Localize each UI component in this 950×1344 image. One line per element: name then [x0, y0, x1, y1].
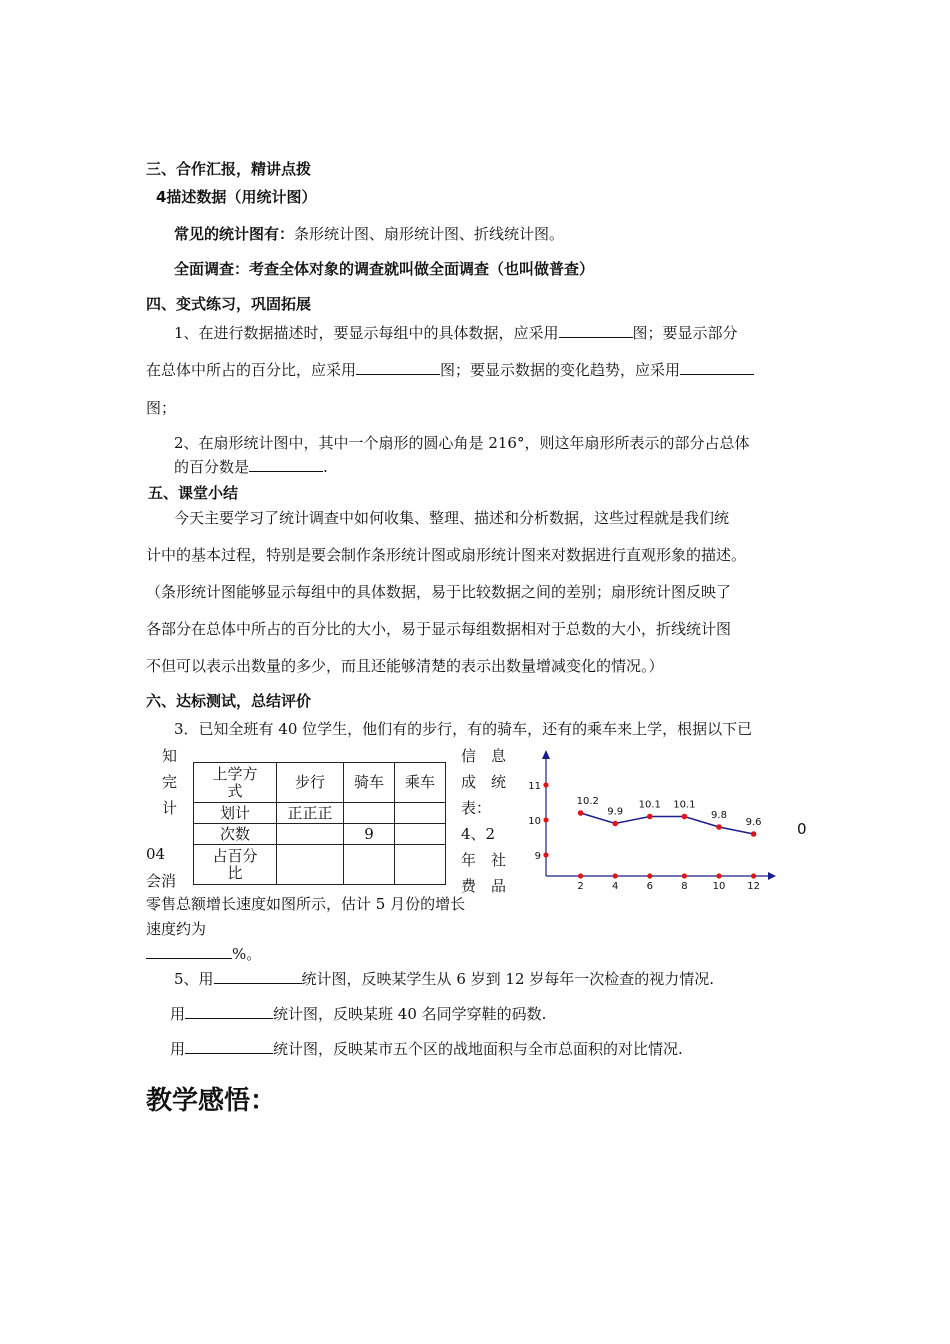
- x-tick-label: 12: [747, 881, 760, 892]
- table-header-mode: 上学方式: [194, 763, 277, 803]
- census-definition: 全面调查：考查全体对象的调查就叫做全面调查（也叫做普查）: [174, 260, 595, 278]
- x-tick-dot: [578, 873, 583, 878]
- table-header-bike: 骑车: [344, 763, 395, 803]
- x-tick-dot: [613, 873, 618, 878]
- q4-line: 零售总额增长速度如图所示，估计 5 月份的增长: [146, 895, 466, 913]
- q4-line2: 速度约为: [146, 920, 207, 938]
- q5-text-f: 统计图，反映某市五个区的战地面积与全市总面积的对比情况.: [273, 1040, 683, 1058]
- section4-title: 四、变式练习，巩固拓展: [146, 295, 312, 313]
- y-tick-label: 11: [528, 781, 541, 792]
- common-charts-text: 条形统计图、扇形统计图、折线统计图。: [294, 225, 565, 243]
- travel-mode-table: [193, 762, 446, 885]
- growth-line-chart: [520, 745, 790, 895]
- q5-text-a: 5、用: [174, 970, 214, 988]
- x-tick-dot: [716, 873, 721, 878]
- table-cell: 占百分比: [194, 845, 277, 885]
- data-label: 10.1: [673, 799, 696, 811]
- data-point: [578, 810, 584, 816]
- table-cell: 次数: [194, 824, 277, 845]
- chart-points: [578, 810, 757, 837]
- q4-answer-line: [146, 943, 261, 964]
- table-header-bus: 乘车: [395, 763, 446, 803]
- table-cell[interactable]: [395, 803, 446, 824]
- table-cell[interactable]: [395, 824, 446, 845]
- common-charts-line: [174, 223, 564, 244]
- x-tick-label: 4: [612, 881, 619, 892]
- q4-blank[interactable]: [146, 944, 232, 959]
- data-point: [612, 821, 618, 827]
- stray-zero: 0: [797, 820, 807, 838]
- section3-title: 三、合作汇报，精讲点拨: [146, 160, 312, 178]
- chart-labels: [577, 796, 762, 828]
- section3-subtitle: 4描述数据（用统计图）: [156, 188, 317, 206]
- summary-line5: 不但可以表示出数量的多少，而且还能够清楚的表示出数量增减变化的情况。）: [146, 657, 664, 675]
- q2-text-b: 的百分数是: [174, 458, 250, 476]
- section6-title: 六、达标测试，总结评价: [146, 692, 312, 710]
- right-text-1: 信 息: [461, 747, 507, 765]
- y-tick-dot: [543, 817, 548, 822]
- q1-blank-3[interactable]: [680, 360, 754, 375]
- x-tick-label: 8: [681, 881, 688, 892]
- q5-blank-3[interactable]: [185, 1039, 273, 1054]
- table-cell: 9: [344, 824, 395, 845]
- q1-line2: [146, 359, 754, 380]
- table-cell[interactable]: [344, 845, 395, 885]
- left-char-1: 知: [162, 747, 178, 765]
- table-cell: 划计: [194, 803, 277, 824]
- q5-line3: [170, 1038, 683, 1059]
- summary-line1: 今天主要学习了统计调查中如何收集、整理、描述和分析数据，这些过程就是我们统: [174, 509, 730, 527]
- q5-line2: [170, 1003, 546, 1024]
- data-label: 10.1: [638, 799, 661, 811]
- q5-blank-1[interactable]: [214, 969, 302, 984]
- data-label: 9.9: [607, 806, 624, 818]
- q1-blank-2[interactable]: [356, 360, 440, 375]
- q2-line2: [174, 456, 328, 477]
- data-label: 9.6: [745, 817, 762, 828]
- x-tick-label: 2: [577, 881, 584, 892]
- y-tick-label: 9: [534, 851, 541, 862]
- table-row: [194, 845, 446, 885]
- q2-line1: 2、在扇形统计图中，其中一个扇形的圆心角是 216°，则这年扇形所表示的部分占总体: [174, 434, 750, 452]
- x-axis-arrow: [768, 872, 776, 880]
- q5-text-b: 统计图，反映某学生从 6 岁到 12 岁每年一次检查的视力情况.: [301, 970, 715, 988]
- q1-line3: 图；: [146, 399, 177, 417]
- common-charts-label: 常见的统计图有：: [174, 225, 295, 243]
- table-cell[interactable]: [344, 803, 395, 824]
- q1-text-b: 图；要显示部分: [632, 324, 738, 342]
- y-tick-label: 10: [528, 816, 541, 827]
- x-tick-dot: [647, 873, 652, 878]
- y-axis-arrow: [542, 750, 550, 759]
- left-hui: 会消: [146, 872, 177, 890]
- x-tick-dot: [682, 873, 687, 878]
- table-cell[interactable]: [277, 845, 344, 885]
- summary-line3: （条形统计图能够显示每组中的具体数据，易于比较数据之间的差别；扇形统计图反映了: [146, 583, 732, 601]
- data-label: 10.2: [576, 796, 599, 807]
- table-cell[interactable]: [395, 845, 446, 885]
- data-point: [751, 831, 757, 837]
- section5-title: 五、课堂小结: [148, 484, 239, 502]
- q1-text-a: 1、在进行数据描述时，要显示每组中的具体数据，应采用: [174, 324, 559, 342]
- q2-text-c: .: [323, 458, 328, 476]
- q1-line1: [174, 322, 738, 343]
- q5-line1: [174, 968, 714, 989]
- reflection-title: 教学感悟：: [146, 1086, 277, 1116]
- q2-blank[interactable]: [249, 457, 323, 472]
- data-label: 9.8: [711, 810, 727, 821]
- summary-line4: 各部分在总体中所占的百分比的大小，易于显示每组数据相对于总数的大小，折线统计图: [146, 620, 732, 638]
- q5-text-d: 统计图，反映某班 40 名同学穿鞋的码数.: [273, 1005, 547, 1023]
- right-text-6: 费 品: [461, 877, 507, 895]
- q4-percent: %。: [232, 945, 262, 963]
- q5-text-c: 用: [170, 1005, 186, 1023]
- data-point: [716, 824, 722, 830]
- q3-line: 3．已知全班有 40 位学生，他们有的步行，有的骑车，还有的乘车来上学，根据以下已: [174, 720, 753, 738]
- right-text-2: 成 统: [461, 773, 507, 791]
- summary-line2: 计中的基本过程，特别是要会制作条形统计图或扇形统计图来对数据进行直观形象的描述。: [146, 546, 747, 564]
- q3-left-column: [162, 743, 177, 821]
- x-tick-label: 10: [712, 881, 726, 892]
- y-tick-dot: [543, 782, 548, 787]
- table-cell[interactable]: [277, 824, 344, 845]
- table-header-walk: 步行: [277, 763, 344, 803]
- right-text-5: 年 社: [461, 851, 507, 869]
- q5-text-e: 用: [170, 1040, 186, 1058]
- chart-axes: [528, 750, 776, 892]
- table-row: [194, 824, 446, 845]
- y-tick-dot: [543, 852, 548, 857]
- table-cell: 正正正: [277, 803, 344, 824]
- data-point: [647, 814, 653, 820]
- table-row: [194, 803, 446, 824]
- q1-blank-1[interactable]: [559, 323, 633, 338]
- left-04: 04: [146, 845, 166, 863]
- q5-blank-2[interactable]: [185, 1004, 273, 1019]
- q1-text-c: 在总体中所占的百分比，应采用: [146, 361, 357, 379]
- x-tick-label: 6: [646, 881, 653, 892]
- right-text-4: 4、2: [461, 825, 496, 843]
- left-char-2: 完: [162, 773, 178, 791]
- left-char-3: 计: [162, 799, 178, 817]
- x-tick-dot: [751, 873, 756, 878]
- q1-text-d: 图；要显示数据的变化趋势，应采用: [440, 361, 681, 379]
- right-text-3: 表：: [461, 799, 492, 817]
- data-point: [682, 814, 688, 820]
- q3-right-column: [461, 743, 506, 899]
